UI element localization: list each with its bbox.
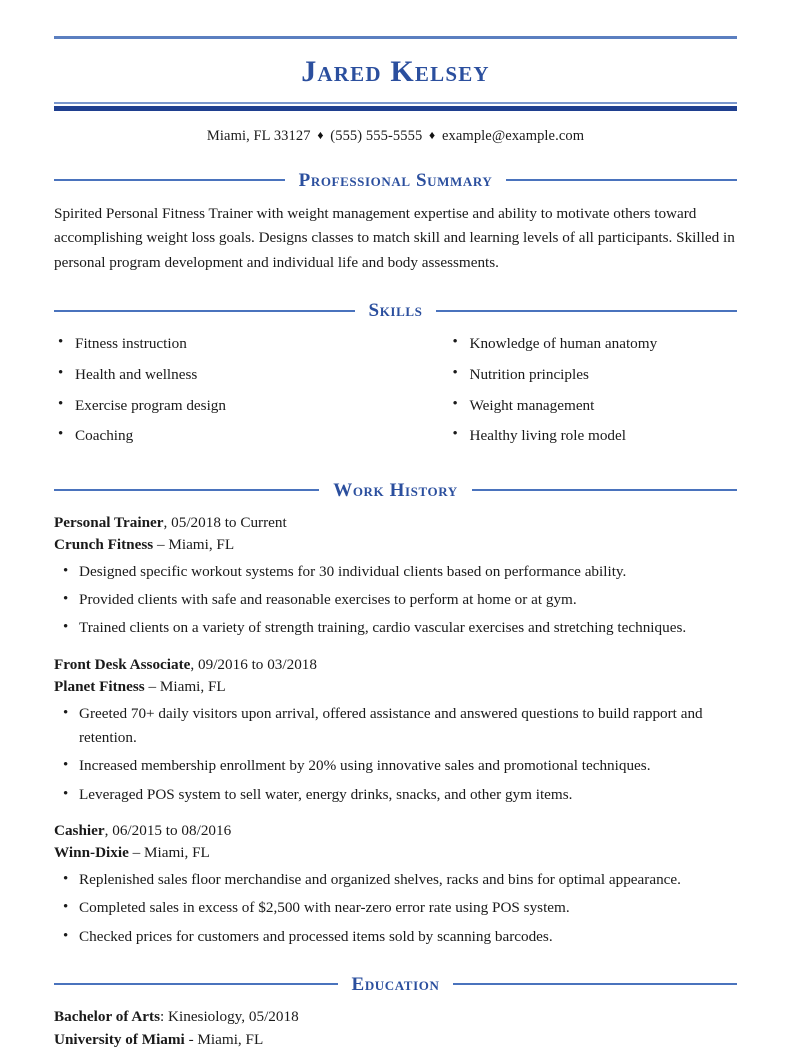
list-item: • Coaching: [54, 424, 396, 448]
list-item: • Completed sales in excess of $2,500 with near-zero error rate using POS system.: [54, 896, 737, 920]
section-rule-left: [54, 489, 319, 491]
job-title: Cashier: [54, 821, 105, 839]
skills-columns: [54, 332, 737, 454]
list-item: • Leveraged POS system to sell water, energy drinks, snacks, and other gym items.: [54, 783, 737, 807]
section-rule-right: [506, 179, 737, 181]
skills-list-right: [449, 332, 738, 447]
job-bullets: [54, 702, 737, 807]
education-entry: [54, 1006, 737, 1052]
section-header-skills: [54, 301, 737, 320]
education-degree-line: [54, 1006, 737, 1029]
job-company: Planet Fitness: [54, 677, 145, 695]
skills-column-left: [54, 332, 396, 454]
list-item: • Weight management: [449, 394, 738, 418]
list-item: • Increased membership enrollment by 20% using innovative sales and promotional techniques.: [54, 754, 737, 778]
resume-page: [0, 36, 791, 1060]
job-title-line: [54, 820, 737, 842]
job-dates: , 06/2015 to 08/2016: [104, 821, 232, 839]
list-item: • Nutrition principles: [449, 363, 738, 387]
list-item: • Knowledge of human anatomy: [449, 332, 738, 356]
job-entry: [54, 820, 737, 949]
education-degree-detail: : Kinesiology, 05/2018: [160, 1007, 299, 1025]
section-title: Skills: [368, 300, 423, 322]
job-company-line: [54, 534, 737, 556]
list-item: • Exercise program design: [54, 394, 396, 418]
section-title: Professional Summary: [298, 169, 493, 191]
list-item: • Healthy living role model: [449, 424, 738, 448]
contact-location: Miami, FL 33127: [206, 127, 311, 144]
contact-phone: (555) 555-5555: [330, 127, 423, 144]
job-title-line: [54, 512, 737, 534]
contact-line: [54, 111, 737, 145]
list-item: • Trained clients on a variety of strength training, cardio vascular exercises and stretching techniques.: [54, 616, 737, 640]
list-item: • Health and wellness: [54, 363, 396, 387]
section-header-summary: [54, 171, 737, 190]
job-location: – Miami, FL: [153, 535, 235, 553]
section-header-education: [54, 975, 737, 994]
job-entry: [54, 654, 737, 807]
skills-column-right: [396, 332, 738, 454]
job-dates: , 05/2018 to Current: [163, 513, 287, 531]
list-item: • Greeted 70+ daily visitors upon arrival, offered assistance and answered questions to build rapport and retention.: [54, 702, 737, 751]
job-bullets: [54, 560, 737, 641]
name-block: [54, 39, 737, 98]
list-item: • Fitness instruction: [54, 332, 396, 356]
job-location: – Miami, FL: [144, 677, 226, 695]
section-title: Education: [351, 973, 440, 995]
job-company-line: [54, 842, 737, 864]
job-company-line: [54, 676, 737, 698]
job-entry: [54, 512, 737, 641]
list-item: • Replenished sales floor merchandise and organized shelves, racks and bins for optimal appearance.: [54, 868, 737, 892]
job-dates: , 09/2016 to 03/2018: [190, 655, 317, 673]
education-school-line: [54, 1029, 737, 1052]
section-rule-right: [436, 310, 737, 312]
education-school: University of Miami: [54, 1030, 185, 1048]
job-title: Front Desk Associate: [54, 655, 191, 673]
education-school-detail: - Miami, FL: [184, 1030, 264, 1048]
section-title: Work History: [333, 479, 458, 501]
education-degree: Bachelor of Arts: [54, 1007, 161, 1025]
skills-list-left: [54, 332, 396, 447]
job-company: Winn-Dixie: [54, 843, 129, 861]
job-bullets: [54, 868, 737, 949]
list-item: • Designed specific workout systems for 30 individual clients based on performance ability.: [54, 560, 737, 584]
header-double-rule: [54, 102, 737, 111]
section-rule-left: [54, 179, 285, 181]
job-location: – Miami, FL: [128, 843, 210, 861]
diamond-separator-icon: ♦: [429, 127, 436, 142]
list-item: • Checked prices for customers and processed items sold by scanning barcodes.: [54, 925, 737, 949]
section-rule-left: [54, 983, 338, 985]
section-rule-right: [453, 983, 737, 985]
candidate-name: Jared Kelsey: [301, 55, 490, 88]
diamond-separator-icon: ♦: [317, 127, 324, 142]
section-rule-left: [54, 310, 355, 312]
section-header-work-history: [54, 481, 737, 500]
job-company: Crunch Fitness: [54, 535, 154, 553]
summary-text: Spirited Personal Fitness Trainer with weight management expertise and ability to motivate others toward accomplishing weight loss goals. Designs classes to match skill and learning levels of all participants. Skilled in personal program development and individual life and body assessments.: [54, 204, 735, 271]
list-item: • Provided clients with safe and reasonable exercises to perform at home or at gym.: [54, 588, 737, 612]
job-title: Personal Trainer: [54, 513, 164, 531]
job-title-line: [54, 654, 737, 676]
contact-email: example@example.com: [442, 127, 585, 144]
section-rule-right: [472, 489, 737, 491]
